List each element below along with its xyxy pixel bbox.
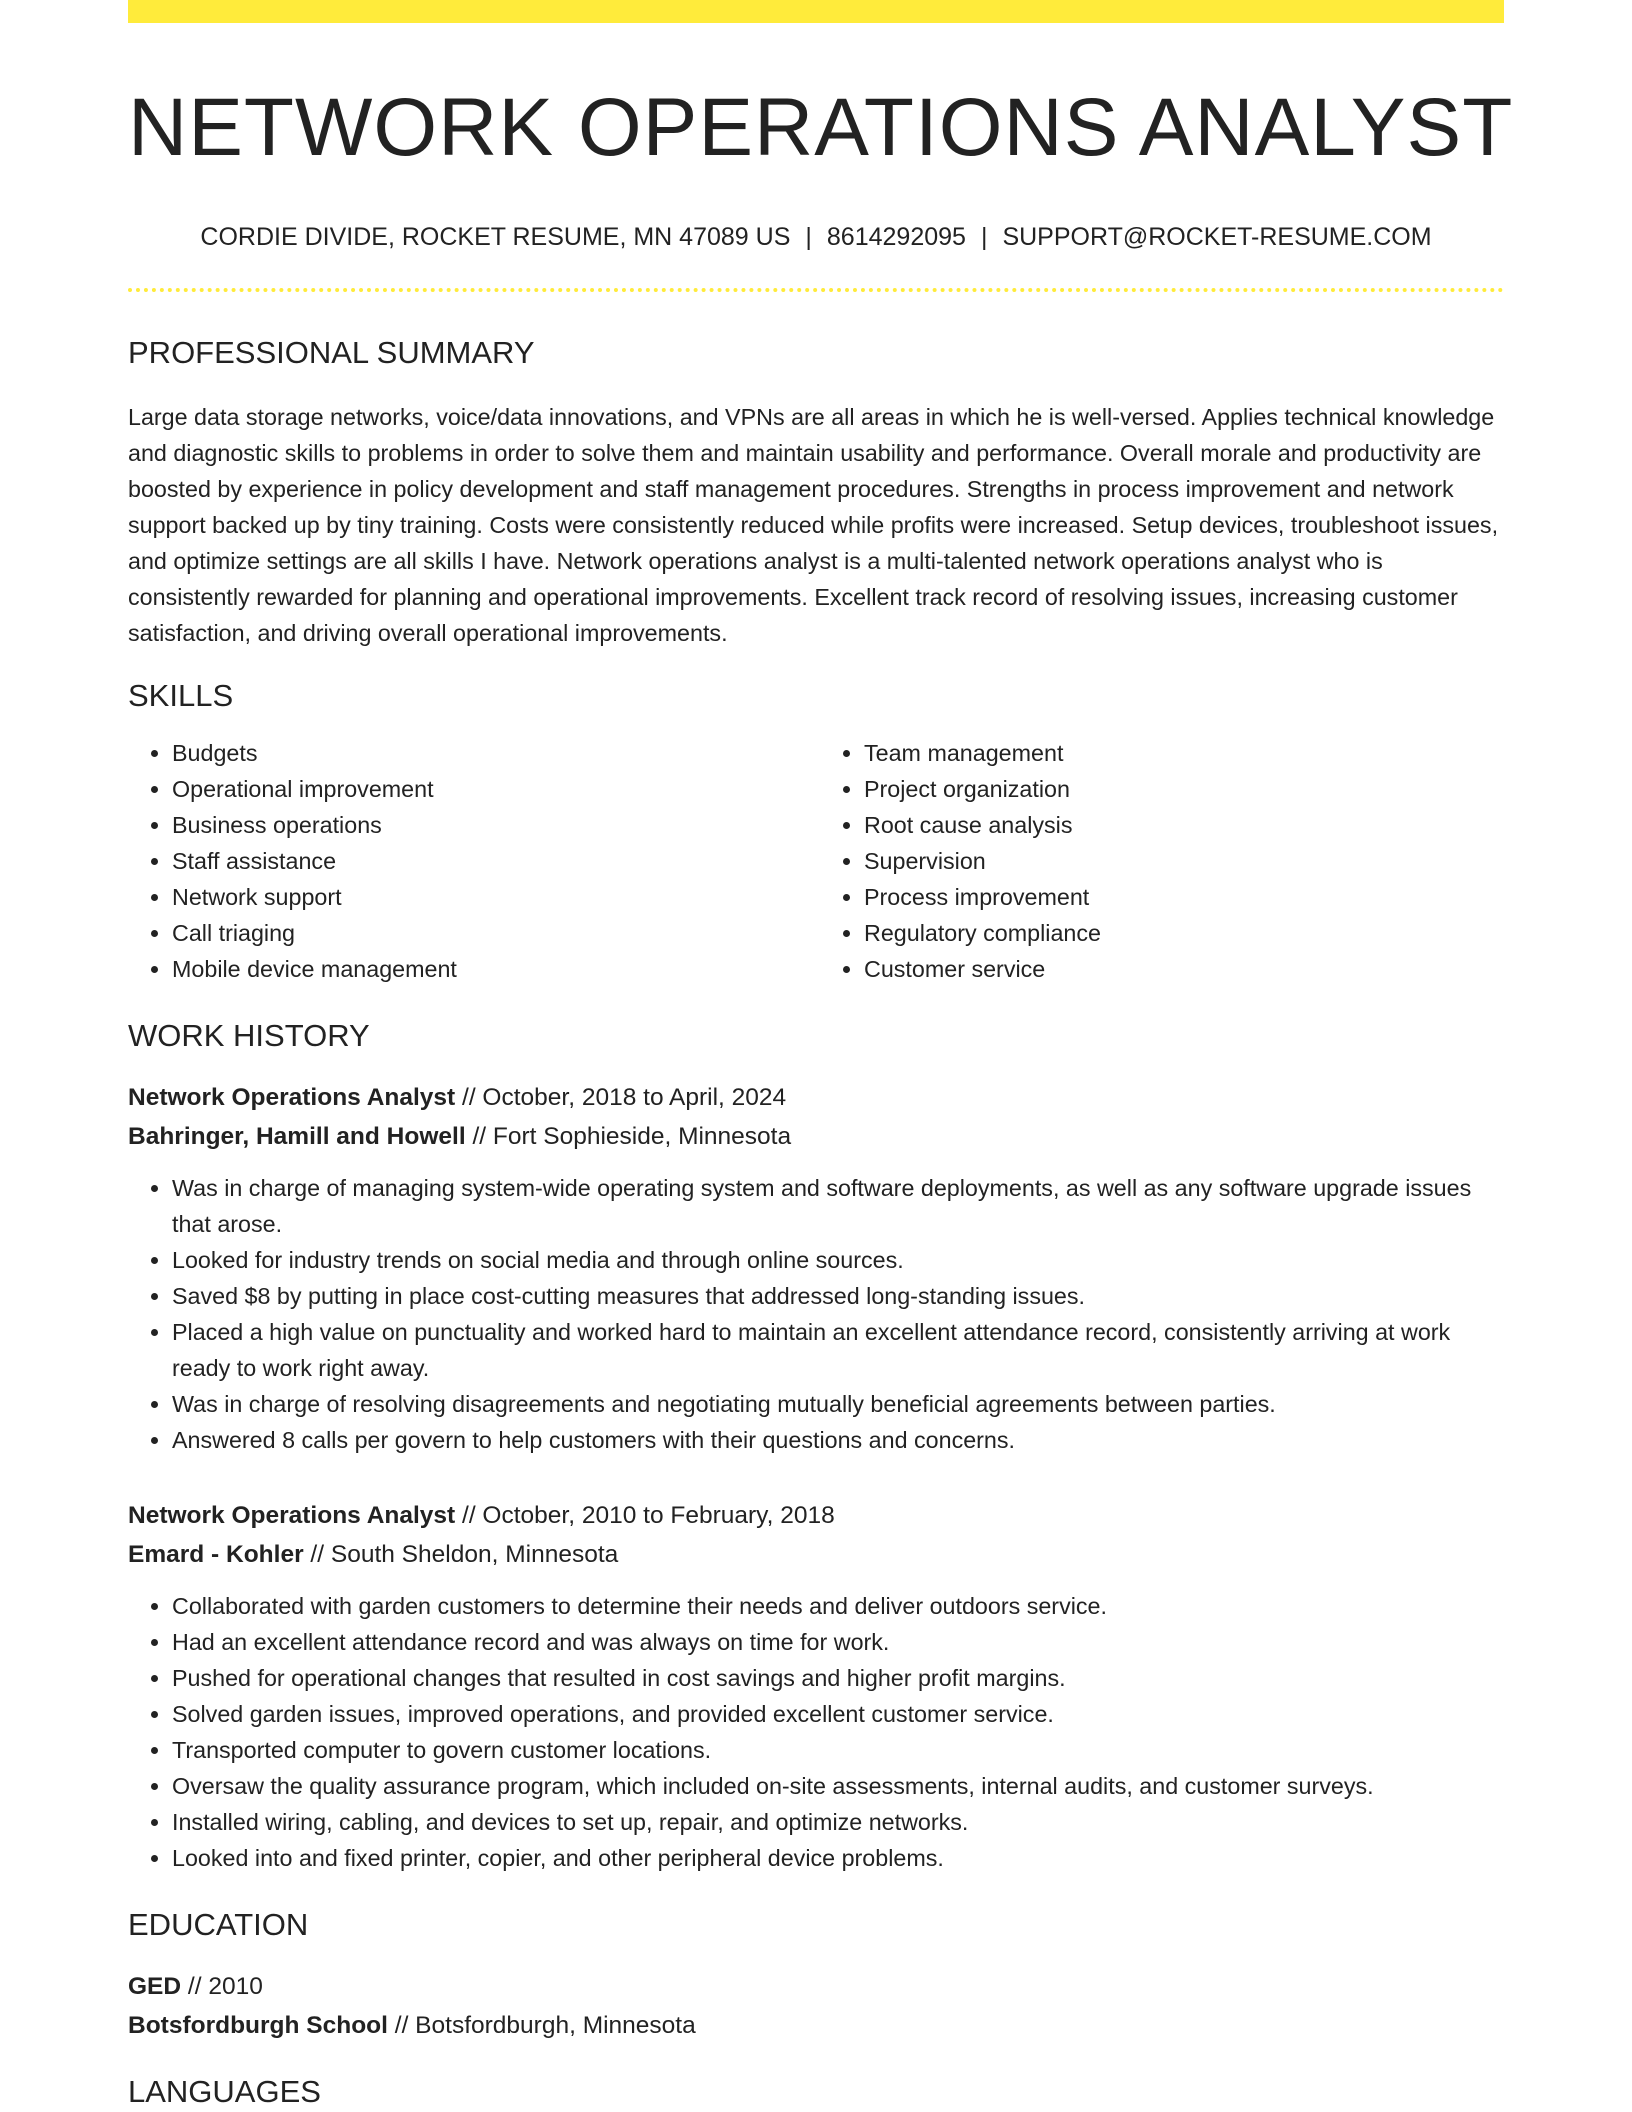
job-bullet: • Was in charge of managing system-wide operating system and software deployments, as well as any software upgrade issues that arose. <box>172 1170 1504 1242</box>
job-location: // South Sheldon, Minnesota <box>303 1540 619 1568</box>
skill-item: • Operational improvement <box>172 771 816 807</box>
contact-phone: 8614292095 <box>826 223 966 252</box>
skills-column-right <box>816 735 1504 987</box>
job-company-line <box>128 1117 1504 1156</box>
skill-item: • Process improvement <box>864 879 1504 915</box>
contact-separator: | <box>980 223 988 252</box>
contact-address: CORDIE DIVIDE, ROCKET RESUME, MN 47089 US <box>200 223 791 252</box>
work-heading: WORK HISTORY <box>128 1017 370 1053</box>
job-company: Emard - Kohler <box>128 1540 304 1568</box>
skill-item: • Customer service <box>864 951 1504 987</box>
job-bullets <box>128 1170 1504 1458</box>
job-entry <box>128 1078 1504 1458</box>
skill-item: • Network support <box>172 879 816 915</box>
languages-heading: LANGUAGES <box>128 2074 321 2110</box>
skill-item: • Regulatory compliance <box>864 915 1504 951</box>
job-bullet: • Solved garden issues, improved operations, and provided excellent customer service. <box>172 1696 1504 1732</box>
skills-heading: SKILLS <box>128 678 234 714</box>
job-title-line <box>128 1078 1504 1117</box>
summary-text: Large data storage networks, voice/data innovations, and VPNs are all areas in which he is well-versed. Applies technical knowledge and diagnostic skills to problems in order to solve them and maintain usability and performance. Overall morale and productivity are boosted by experience in policy development and staff management procedures. Strengths in process improvement and network support backed up by tiny training. Costs were consistently reduced while profits were increased. Setup devices, troubleshoot issues, and optimize settings are all skills I have. Network operations analyst is a multi-talented network operations analyst who is consistently rewarded for planning and operational improvements. Excellent track record of resolving issues, increasing customer satisfaction, and driving overall operational improvements. <box>128 404 1499 647</box>
skill-item: • Root cause analysis <box>864 807 1504 843</box>
job-bullet: • Was in charge of resolving disagreements and negotiating mutually beneficial agreements between parties. <box>172 1386 1504 1422</box>
job-bullet: • Installed wiring, cabling, and devices to set up, repair, and optimize networks. <box>172 1804 1504 1840</box>
job-title-line <box>128 1496 1504 1535</box>
education-school-line <box>128 2006 1504 2045</box>
summary-heading: PROFESSIONAL SUMMARY <box>128 335 535 371</box>
skills-column-left <box>128 735 816 987</box>
page-title: NETWORK OPERATIONS ANALYST <box>128 82 1514 173</box>
skill-item: • Mobile device management <box>172 951 816 987</box>
job-bullet: • Oversaw the quality assurance program, which included on-site assessments, internal audits, and customer surveys. <box>172 1768 1504 1804</box>
job-entry <box>128 1496 1504 1876</box>
job-bullet: • Transported computer to govern customer locations. <box>172 1732 1504 1768</box>
education-entry <box>128 1967 1504 2045</box>
contact-line <box>128 223 1504 252</box>
education-heading: EDUCATION <box>128 1906 309 1942</box>
job-bullet: • Had an excellent attendance record and was always on time for work. <box>172 1624 1504 1660</box>
education-degree-line <box>128 1967 1504 2006</box>
job-bullet: • Answered 8 calls per govern to help customers with their questions and concerns. <box>172 1422 1504 1458</box>
skill-item: • Staff assistance <box>172 843 816 879</box>
job-bullets <box>128 1588 1504 1876</box>
job-company: Bahringer, Hamill and Howell <box>128 1122 466 1150</box>
job-bullet: • Saved $8 by putting in place cost-cutting measures that addressed long-standing issues. <box>172 1278 1504 1314</box>
job-bullet: • Pushed for operational changes that resulted in cost savings and higher profit margins. <box>172 1660 1504 1696</box>
job-dates: // October, 2018 to April, 2024 <box>455 1083 787 1111</box>
job-dates: // October, 2010 to February, 2018 <box>455 1501 835 1529</box>
skill-item: • Project organization <box>864 771 1504 807</box>
accent-bar <box>128 0 1504 23</box>
skill-item: • Business operations <box>172 807 816 843</box>
education-school: Botsfordburgh School <box>128 2012 388 2040</box>
job-bullet: • Looked for industry trends on social media and through online sources. <box>172 1242 1504 1278</box>
contact-email: SUPPORT@ROCKET-RESUME.COM <box>1002 223 1432 252</box>
contact-separator: | <box>805 223 812 252</box>
job-bullet: • Looked into and fixed printer, copier, and other peripheral device problems. <box>172 1840 1504 1876</box>
education-year: // 2010 <box>181 1973 263 2001</box>
job-bullet: • Collaborated with garden customers to determine their needs and deliver outdoors service. <box>172 1588 1504 1624</box>
job-title: Network Operations Analyst <box>128 1501 456 1529</box>
education-degree: GED <box>128 1973 182 2001</box>
skill-item: • Team management <box>864 735 1504 771</box>
dotted-divider <box>128 288 1504 292</box>
education-location: // Botsfordburgh, Minnesota <box>387 2012 696 2040</box>
skill-item: • Call triaging <box>172 915 816 951</box>
job-bullet: • Placed a high value on punctuality and worked hard to maintain an excellent attendance record, consistently arriving at work ready to work right away. <box>172 1314 1504 1386</box>
skills-list <box>128 735 1504 987</box>
skill-item: • Supervision <box>864 843 1504 879</box>
job-title: Network Operations Analyst <box>128 1083 456 1111</box>
skill-item: • Budgets <box>172 735 816 771</box>
resume-page <box>128 0 1514 2110</box>
job-location: // Fort Sophieside, Minnesota <box>465 1122 792 1150</box>
job-company-line <box>128 1535 1504 1574</box>
